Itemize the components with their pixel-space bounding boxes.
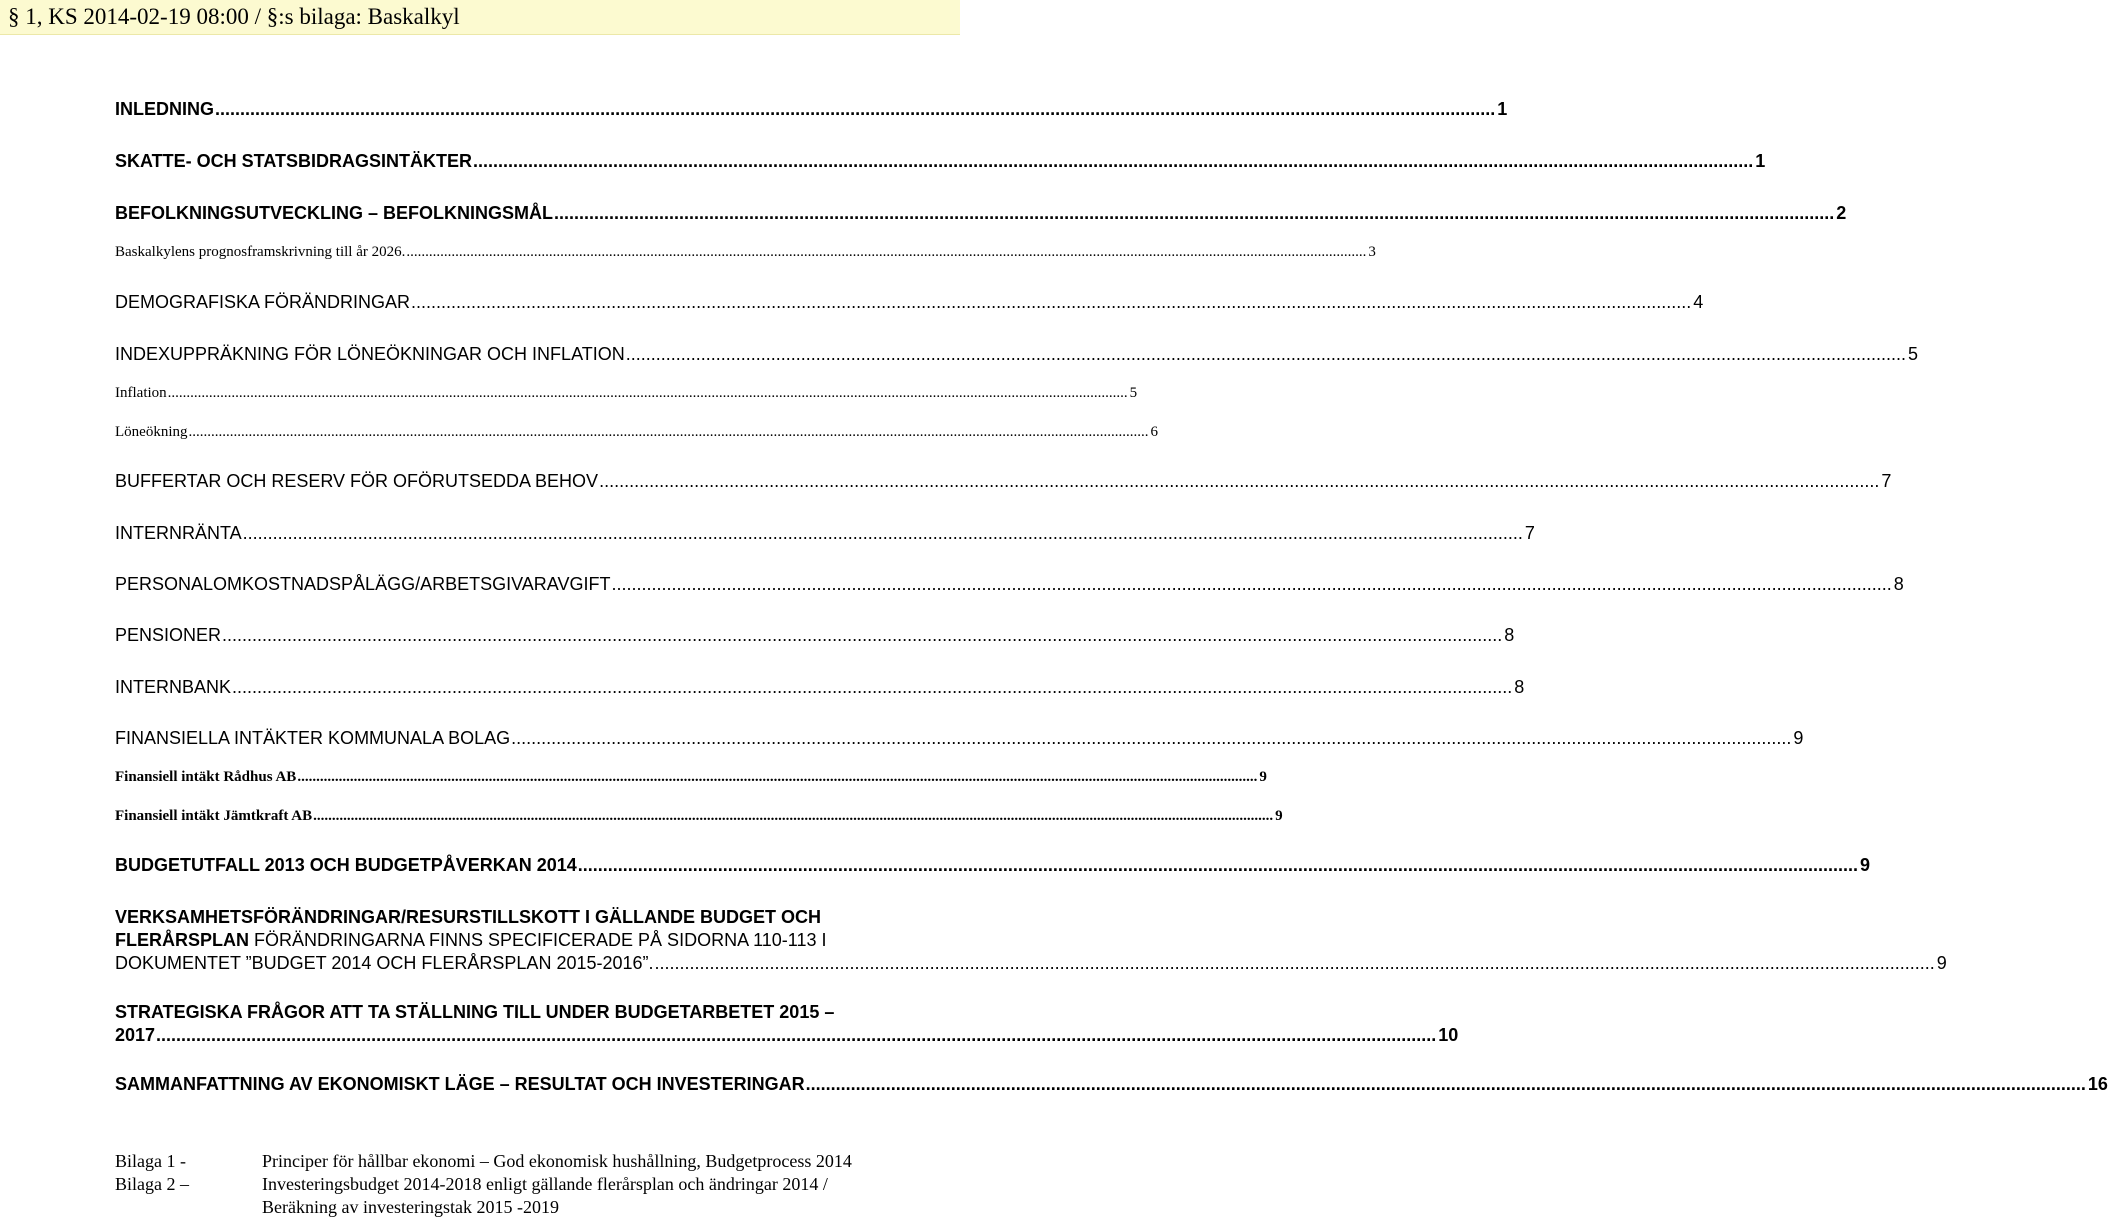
toc-entry-label: DOKUMENTET ”BUDGET 2014 OCH FLERÅRSPLAN 2015-2016”. [115, 953, 654, 973]
toc-entry-label: INTERNBANK [115, 677, 232, 697]
toc-leader: ................................................................................................................................................................................................................................................................ [511, 728, 1792, 748]
toc-leader: ................................................................................................................................................................................................................................................................ [805, 1074, 2086, 1094]
toc-leader: ................................................................................................................................................................................................................................................................ [156, 1025, 1437, 1045]
document-header-bar [0, 0, 960, 35]
toc-leader: ................................................................................................................................................................................................................................................................ [167, 385, 1128, 401]
toc-entry-page: 6 [1150, 424, 1158, 440]
toc-entry-label: DEMOGRAFISKA FÖRÄNDRINGAR [115, 292, 411, 312]
toc-entry-label: Löneökning [115, 424, 188, 440]
appendix-text: Principer för hållbar ekonomi – God ekonomisk hushållning, Budgetprocess 2014 [262, 1151, 852, 1171]
toc-entry-page: 9 [1275, 808, 1283, 824]
toc-entry[interactable] [115, 244, 1376, 261]
toc-leader: ................................................................................................................................................................................................................................................................ [406, 244, 1367, 260]
toc-entry-page: 9 [1793, 728, 1804, 748]
appendix-label: Bilaga 1 - [115, 1151, 186, 1171]
toc-entry-label: PENSIONER [115, 625, 222, 645]
toc-entry-page: 9 [1936, 953, 1947, 973]
toc-entry-page: 4 [1693, 292, 1704, 312]
toc-entry-page: 10 [1438, 1025, 1459, 1045]
document-header-title: § 1, KS 2014-02-19 08:00 / §:s bilaga: Baskalkyl [8, 4, 460, 29]
toc-entry-page: 1 [1755, 151, 1766, 171]
toc-entry-label: STRATEGISKA FRÅGOR ATT TA STÄLLNING TILL UNDER BUDGETARBETET 2015 – [115, 1002, 835, 1022]
appendix-text: Investeringsbudget 2014-2018 enligt gällande flerårsplan och ändringar 2014 / [262, 1174, 828, 1194]
toc-leader: ................................................................................................................................................................................................................................................................ [611, 574, 1892, 594]
toc-entry-label: Finansiell intäkt Rådhus AB [115, 769, 297, 785]
toc-leader: ................................................................................................................................................................................................................................................................ [577, 855, 1859, 875]
toc-entry-label: BEFOLKNINGSUTVECKLING – BEFOLKNINGSMÅL [115, 203, 554, 223]
toc-entry-label-bold: FLERÅRSPLAN [115, 930, 249, 950]
toc-entry[interactable] [115, 677, 1525, 698]
toc-entry-label: VERKSAMHETSFÖRÄNDRINGAR/RESURSTILLSKOTT I GÄLLANDE BUDGET OCH [115, 907, 821, 927]
toc-entry[interactable] [115, 471, 1892, 492]
toc-entry[interactable] [115, 344, 1918, 365]
toc-entry-page: 9 [1860, 855, 1871, 875]
toc-entry-page: 8 [1504, 625, 1515, 645]
toc-entry[interactable] [115, 385, 1138, 402]
toc-entry-label: INTERNRÄNTA [115, 523, 242, 543]
toc-entry[interactable] [115, 808, 1283, 825]
toc-leader: ................................................................................................................................................................................................................................................................ [232, 677, 1513, 697]
toc-entry[interactable] [115, 855, 1871, 876]
toc-entry[interactable] [115, 728, 1804, 749]
toc-entry-page: 7 [1881, 471, 1892, 491]
appendix-item [115, 1173, 915, 1196]
toc-entry-label: SKATTE- OCH STATSBIDRAGSINTÄKTER [115, 151, 472, 171]
toc-leader: ................................................................................................................................................................................................................................................................ [297, 769, 1258, 785]
appendix-text: Beräkning av investeringstak 2015 -2019 [262, 1197, 559, 1217]
toc-leader: ................................................................................................................................................................................................................................................................ [599, 471, 1880, 491]
toc-entry-label: FÖRÄNDRINGARNA FINNS SPECIFICERADE PÅ SIDORNA 110-113 I [249, 930, 827, 950]
toc-entry-label: Finansiell intäkt Jämtkraft AB [115, 808, 313, 824]
toc-leader: ................................................................................................................................................................................................................................................................ [215, 99, 1496, 119]
toc-leader: ................................................................................................................................................................................................................................................................ [654, 953, 1935, 973]
toc-entry-page: 9 [1259, 769, 1267, 785]
toc-entry-page: 8 [1893, 574, 1904, 594]
toc-entry-label: BUFFERTAR OCH RESERV FÖR OFÖRUTSEDDA BEHOV [115, 471, 599, 491]
toc-entry[interactable] [115, 769, 1267, 786]
appendix-item [115, 1150, 915, 1173]
toc-entry[interactable] [115, 574, 1904, 595]
toc-entry[interactable] [115, 523, 1535, 544]
toc-entry-label: Baskalkylens prognosframskrivning till år 2026. [115, 244, 406, 260]
toc-entry-label: FINANSIELLA INTÄKTER KOMMUNALA BOLAG [115, 728, 511, 748]
toc-entry[interactable] [115, 625, 1515, 646]
toc-entry[interactable] [115, 99, 1508, 120]
toc-entry[interactable] [115, 292, 1704, 313]
toc-entry-page: 5 [1907, 344, 1918, 364]
toc-entry-page: 7 [1524, 523, 1535, 543]
toc-entry-page: 2 [1836, 203, 1847, 223]
toc-entry-label: BUDGETUTFALL 2013 OCH BUDGETPÅVERKAN 2014 [115, 855, 577, 875]
toc-leader: ................................................................................................................................................................................................................................................................ [188, 424, 1149, 440]
toc-entry-label: INDEXUPPRÄKNING FÖR LÖNEÖKNINGAR OCH INFLATION [115, 344, 625, 364]
toc-entry-label: SAMMANFATTNING AV EKONOMISKT LÄGE – RESULTAT OCH INVESTERINGAR [115, 1074, 805, 1094]
toc-entry-label: Inflation [115, 385, 167, 401]
toc-entry-verksamhet[interactable] [115, 906, 1947, 975]
toc-entry-page: 1 [1497, 99, 1508, 119]
appendix-item [115, 1196, 915, 1219]
appendix-list [115, 1150, 915, 1219]
toc-entry-page: 8 [1514, 677, 1525, 697]
toc-entry-page: 5 [1129, 385, 1138, 401]
appendix-label [115, 1196, 262, 1219]
toc-entry[interactable] [115, 1074, 2108, 1095]
toc-leader: ................................................................................................................................................................................................................................................................ [222, 625, 1503, 645]
toc-leader: ................................................................................................................................................................................................................................................................ [554, 203, 1835, 223]
toc-entry[interactable] [115, 203, 1847, 224]
toc-entry[interactable] [115, 151, 1766, 172]
toc-entry-label: PERSONALOMKOSTNADSPÅLÄGG/ARBETSGIVARAVGIFT [115, 574, 611, 594]
toc-entry[interactable] [115, 424, 1158, 441]
toc-leader: ................................................................................................................................................................................................................................................................ [411, 292, 1692, 312]
appendix-label: Bilaga 2 – [115, 1174, 189, 1194]
toc-leader: ................................................................................................................................................................................................................................................................ [625, 344, 1906, 364]
toc-leader: ................................................................................................................................................................................................................................................................ [473, 151, 1754, 171]
toc-entry-page: 3 [1368, 244, 1376, 260]
toc-entry-label: 2017 [115, 1025, 156, 1045]
toc-entry-label: INLEDNING [115, 99, 214, 119]
toc-leader: ................................................................................................................................................................................................................................................................ [313, 808, 1274, 824]
toc-leader: ................................................................................................................................................................................................................................................................ [242, 523, 1523, 543]
toc-entry-strategiska[interactable] [115, 1001, 1459, 1047]
toc-entry-page: 16 [2087, 1074, 2108, 1094]
